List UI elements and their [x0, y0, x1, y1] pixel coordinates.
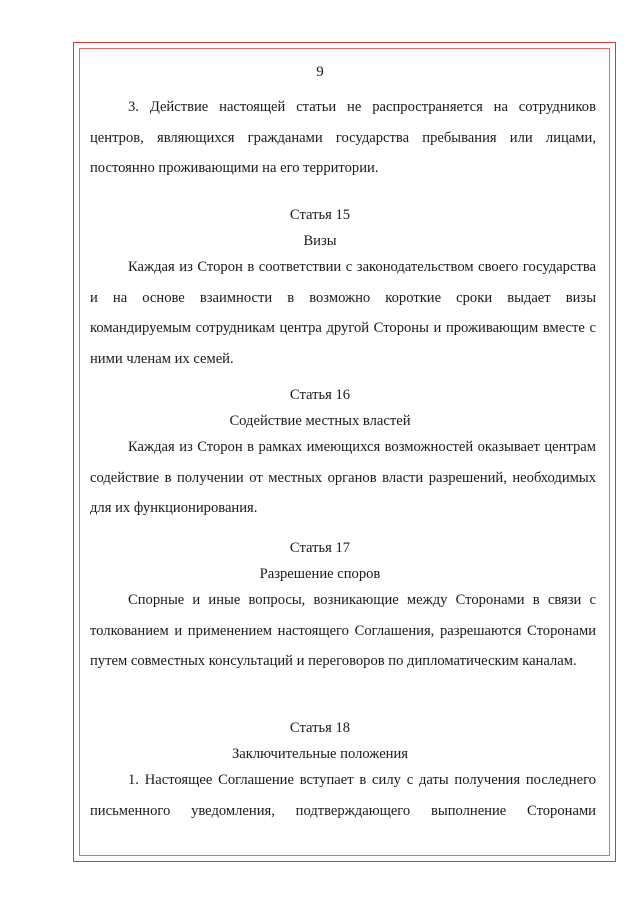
page-number: 9: [316, 64, 324, 80]
article-16-text: Каждая из Сторон в рамках имеющихся возможностей оказывает центрам содействие в получении от местных органов власти разрешений, необходимых для их функционирования.: [90, 439, 596, 516]
article-17-title: Разрешение споров: [259, 566, 381, 582]
article-15-title: Визы: [303, 233, 337, 249]
article-17-heading: Статья 17: [289, 540, 351, 556]
article-18-heading: Статья 18: [289, 720, 351, 736]
article-16-heading: Статья 16: [289, 387, 351, 403]
article-18-text: 1. Настоящее Соглашение вступает в силу с даты получения последнего письменного уведомления, подтверждающего выполнение Сторонами: [90, 772, 596, 819]
article-18-title: Заключительные положения: [231, 746, 409, 762]
article-15-text: Каждая из Сторон в соответствии с законодательством своего государства и на основе взаимности в возможно короткие сроки выдает визы командируемым сотрудникам центра другой Стороны и проживающим вместе с ними членам их семей.: [90, 259, 596, 367]
paragraph-article-14-item-3: 3. Действие настоящей статьи не распространяется на сотрудников центров, являющихся гражданами государства пребывания или лицами, постоянно проживающими на его территории.: [90, 99, 596, 176]
article-17-text: Спорные и иные вопросы, возникающие между Сторонами в связи с толкованием и применением настоящего Соглашения, разрешаются Сторонами путем совместных консультаций и переговоров по дипломатическим каналам.: [90, 592, 596, 669]
article-15-heading: Статья 15: [289, 207, 351, 223]
article-16-title: Содействие местных властей: [229, 413, 411, 429]
